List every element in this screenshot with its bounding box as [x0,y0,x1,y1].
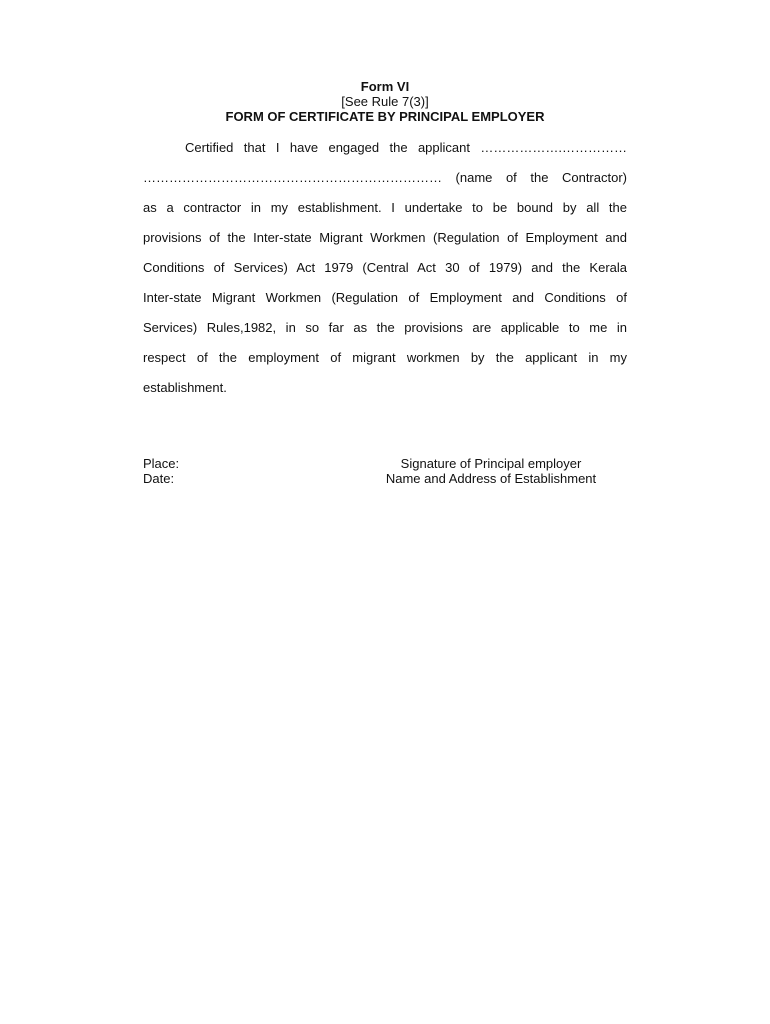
body-line-4: provisions of the Inter-state Migrant Workmen (Regulation of Employment and [143,230,627,245]
signature-label: Signature of Principal employer [400,456,582,471]
body-line-7: Services) Rules,1982, in so far as the provisions are applicable to me in [143,320,627,335]
body-line-1: Certified that I have engaged the applicant ……………….…………… [185,140,627,155]
place-label: Place: [143,456,180,471]
body-line-5: Conditions of Services) Act 1979 (Central Act 30 of 1979) and the Kerala [143,260,627,275]
form-number: Form VI [360,79,410,94]
body-line-3: as a contractor in my establishment. I undertake to be bound by all the [143,200,627,215]
name-address-label: Name and Address of Establishment [385,471,597,486]
form-title: FORM OF CERTIFICATE BY PRINCIPAL EMPLOYER [225,109,545,124]
body-line-2: …………………………………………………………… (name of the Contractor) [143,170,627,185]
body-line-9: establishment. [143,380,227,395]
body-line-6: Inter-state Migrant Workmen (Regulation of Employment and Conditions of [143,290,627,305]
rule-reference: [See Rule 7(3)] [341,94,429,109]
date-label: Date: [143,471,175,486]
body-line-8: respect of the employment of migrant workmen by the applicant in my [143,350,627,365]
